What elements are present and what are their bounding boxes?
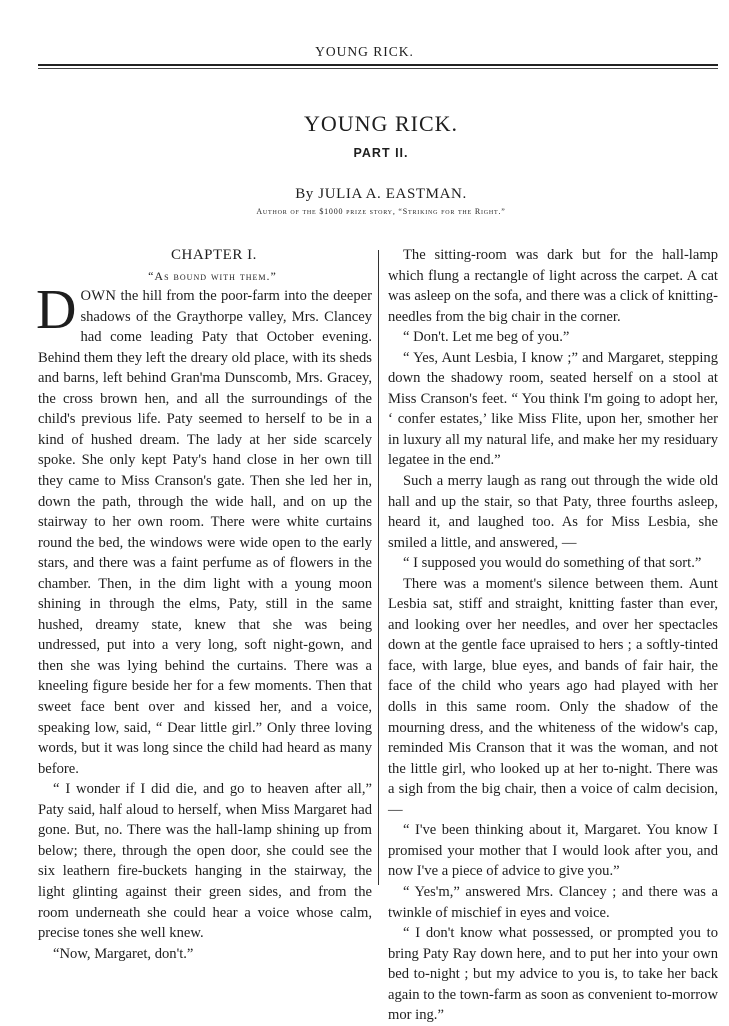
article-title: YOUNG RICK. (304, 111, 458, 136)
chapter-subtitle: “As bound with them.” (148, 268, 277, 283)
drop-cap: D (36, 279, 77, 342)
right-column (388, 245, 718, 1026)
paragraph: “ I supposed you would do something of that sort.” (403, 555, 702, 572)
left-column (38, 245, 372, 964)
running-head: YOUNG RICK. (315, 44, 414, 59)
header-rule-thin (38, 68, 718, 69)
paragraph: “ Yes, Aunt Lesbia, I know ;” and Margaret, stepping down the shadowy room, seated herself on a stool at Miss Cranson's feet. “ You think I'm going to adopt her, ‘ confer estates,’ like Miss Flite, upon her, smother her in luxury all my natural life, and make her my residuary legatee in the end.” (388, 349, 718, 469)
part-label: PART II. (353, 146, 409, 160)
paragraph: “ I've been thinking about it, Margaret. You know I promised your mother that I would look after you, and now I've a piece of advice to give you.” (388, 822, 718, 880)
column-divider (378, 250, 379, 885)
paragraph: Such a merry laugh as rang out through the wide old hall and up the stair, so that Paty, three fourths asleep, heard it, and laughed too. As for Miss Lesbia, she smiled a little, and answered, — (388, 473, 718, 551)
paragraph: “ I wonder if I did die, and go to heaven after all,” Paty said, half aloud to herself, when Miss Margaret had gone. But, no. There was the hall-lamp shining up from below; there, through the open door, she could see the six leathern fire-buckets hanging in the stairway, the light glinting against their green sides, and from the room underneath she could hear a voice whose calm, precise tones she well knew. (38, 781, 372, 942)
author-note: Author of the $1000 prize story, “Striking for the Right.” (256, 207, 506, 216)
header-rule (38, 64, 718, 66)
paragraph: There was a moment's silence between them. Aunt Lesbia sat, stiff and straight, knitting faster than ever, and looking over her needles, and over her spectacles down at the gentle face upraised to hers ; a softly-tinted face, with large, blue eyes, and bands of fair hair, the face of the child who years ago had played with her dolls in this same room. Only the shadow of the mourning dress, and the whiteness of the widow's cap, reminded Mis Cranson that it was the woman, and not the little girl, who looked up at her to-night. There was a sigh from the big chair, then a voice of calm decision, — (388, 575, 718, 818)
author-name: JULIA A. EASTMAN. (318, 186, 467, 202)
paragraph: “ Yes'm,” answered Mrs. Clancey ; and there was a twinkle of mischief in eyes and voice. (388, 883, 718, 921)
byline (0, 186, 729, 203)
paragraph: “ I don't know what possessed, or prompted you to bring Paty Ray down here, and to put her into your own bed to-night ; but my advice to you is, to take her back again to the town-farm as soon as convenient to-morrow mor ing.” (388, 925, 718, 1024)
opening-paragraph (36, 279, 372, 779)
paragraph: “Now, Margaret, don't.” (53, 945, 194, 962)
lead-word: OWN (80, 288, 117, 305)
byline-prefix: By (295, 186, 314, 202)
chapter-heading: CHAPTER I. (171, 247, 257, 263)
paragraph: “ Don't. Let me beg of you.” (403, 329, 570, 346)
paragraph: The sitting-room was dark but for the hall-lamp which flung a rectangle of light across the carpet. A cat was asleep on the sofa, and there was a click of knitting-needles from the big chair in the corner. (388, 247, 718, 325)
opening-text: the hill from the poor-farm into the deeper shadows of the Graythorpe valley, Mrs. Clancey had come leading Paty that October evening. Behind them they left the dreary old place, with its sheds and barns, left behind Gran'ma Dunscomb, Mrs. Gracey, the cross brown hen, and all the surroundings of the child's previous life. Paty seemed to herself to be in a kind of hushed dream. The lady at her side scarcely spoke. She only kept Paty's hand close in her own till they came to Miss Cranson's gate. Then she led her in, down the path, through the wide hall, and on up the stairway to her own room. There were white curtains round the bed, the windows were wide open to the early stars, and there was a faint perfume as of flowers in the chamber. Then, in the dim light with a young moon shining in through the elms, Paty, still in the same hushed, dreamy state, knew that she was being undressed, put into a very long, soft night-gown, and then she was lying behind the curtains. There was a kneeling figure beside her for a few moments. Then that sweet face bent over and kissed her, and a voice, speaking low, said, “ Dear little girl.” Only three loving words, but it was long since the child had heard as many before. (38, 288, 372, 777)
